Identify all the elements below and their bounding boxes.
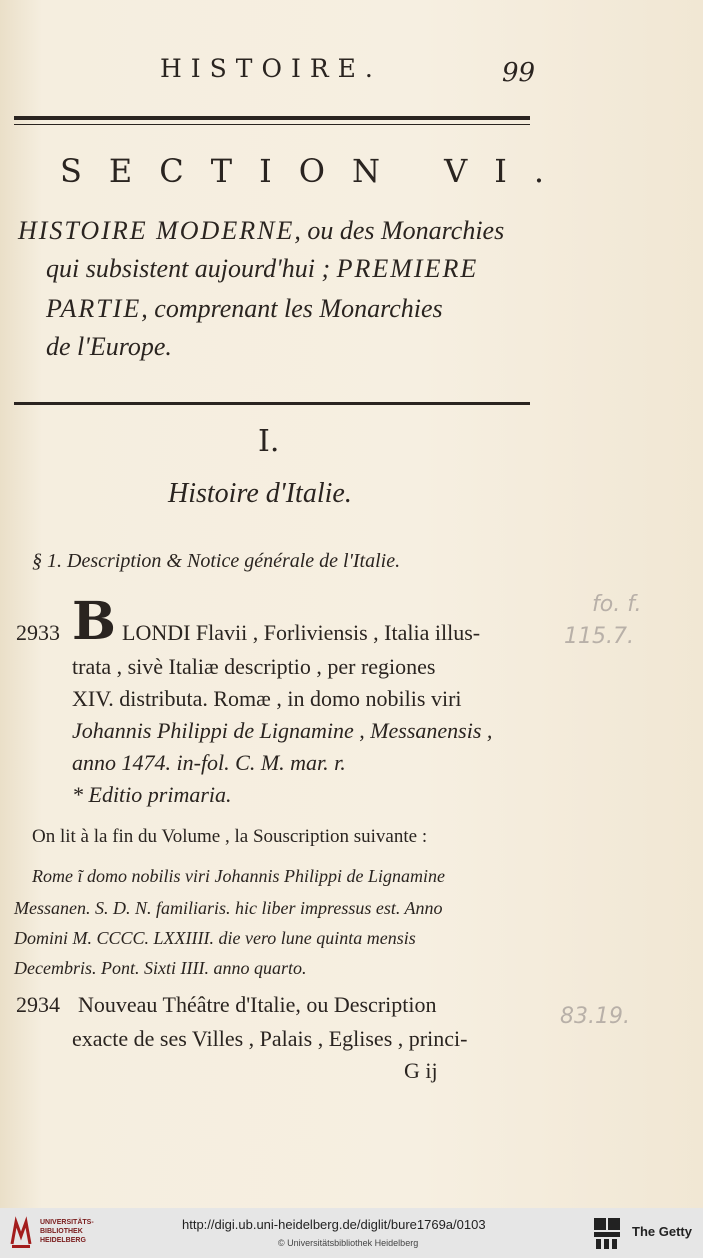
library-logo-icon	[8, 1216, 34, 1250]
getty-logo-icon	[592, 1216, 622, 1250]
part-number: I.	[258, 424, 280, 459]
quote-line-3: Domini M. CCCC. LXXIIII. die vero lune quinta mensis	[14, 928, 416, 948]
top-rule-thin	[14, 124, 530, 125]
title-line-3	[46, 294, 443, 324]
viewer-footer	[0, 1208, 703, 1258]
drop-cap: B	[72, 591, 116, 652]
title-sc-2: PREMIERE	[336, 254, 479, 283]
title-rest-4: de l'Europe.	[46, 332, 172, 361]
paragraph-title: § 1. Description & Notice générale de l'Italie.	[32, 550, 401, 572]
title-sc-1: HISTOIRE MODERNE	[18, 216, 295, 245]
entry-2933-line-3: XIV. distributa. Romæ , in domo nobilis viri	[72, 686, 462, 711]
permalink[interactable]: http://digi.ub.uni-heidelberg.de/diglit/bure1769a/0103	[182, 1217, 486, 1232]
library-name-line-3: HEIDELBERG	[40, 1237, 86, 1244]
quote-line-1: Rome ĩ domo nobilis viri Johannis Philippi de Lignamine	[32, 866, 445, 886]
entry-2933-note: On lit à la fin du Volume , la Souscription suivante :	[32, 826, 428, 847]
library-name	[40, 1218, 94, 1245]
quote-line-4: Decembris. Pont. Sixti IIII. anno quarto.	[14, 958, 307, 978]
entry-number-2934: 2934	[16, 992, 60, 1017]
entry-2934-line-1: Nouveau Théâtre d'Italie, ou Description	[78, 992, 437, 1017]
title-rest-3: , comprenant les Monarchies	[141, 294, 443, 323]
entry-2933-line-5: anno 1474. in-fol. C. M. mar. r.	[72, 750, 346, 775]
pencil-note-1: fo. f.	[592, 592, 642, 617]
signature-mark: G ij	[404, 1058, 438, 1083]
library-name-line-1: UNIVERSITÄTS-	[40, 1219, 94, 1226]
pencil-note-3: 83.19.	[560, 1004, 630, 1029]
library-name-line-2: BIBLIOTHEK	[40, 1228, 83, 1235]
title-line-4	[46, 332, 172, 362]
entry-number-2933: 2933	[16, 620, 60, 645]
entry-2934-line-2: exacte de ses Villes , Palais , Eglises , princi-	[72, 1026, 468, 1051]
copyright: © Universitätsbibliothek Heidelberg	[278, 1238, 419, 1248]
middle-rule	[14, 402, 530, 405]
entry-2933-line-6: * Editio primaria.	[72, 782, 232, 807]
page-number: 99	[502, 58, 536, 88]
entry-2933-line-1: LONDI Flavii , Forliviensis , Italia illus-	[122, 620, 481, 645]
section-heading: SECTION VI.	[60, 152, 572, 190]
title-line-2	[46, 254, 478, 284]
subheading: Histoire d'Italie.	[168, 478, 352, 509]
title-line-1	[18, 216, 504, 246]
pencil-note-2: 115.7.	[564, 624, 634, 649]
entry-2933-line-4: Johannis Philippi de Lignamine , Messanensis ,	[72, 718, 493, 743]
sponsor-name: The Getty	[632, 1224, 692, 1239]
title-rest-1: , ou des Monarchies	[294, 216, 505, 245]
title-sc-3: PARTIE	[46, 294, 142, 323]
quote-line-2: Messanen. S. D. N. familiaris. hic liber impressus est. Anno	[14, 898, 443, 918]
entry-2933-line-2: trata , sivè Italiæ descriptio , per regiones	[72, 654, 436, 679]
running-head: HISTOIRE.	[160, 54, 382, 83]
top-rule-thick	[14, 116, 530, 120]
title-rest-2: qui subsistent aujourd'hui ;	[46, 254, 337, 283]
